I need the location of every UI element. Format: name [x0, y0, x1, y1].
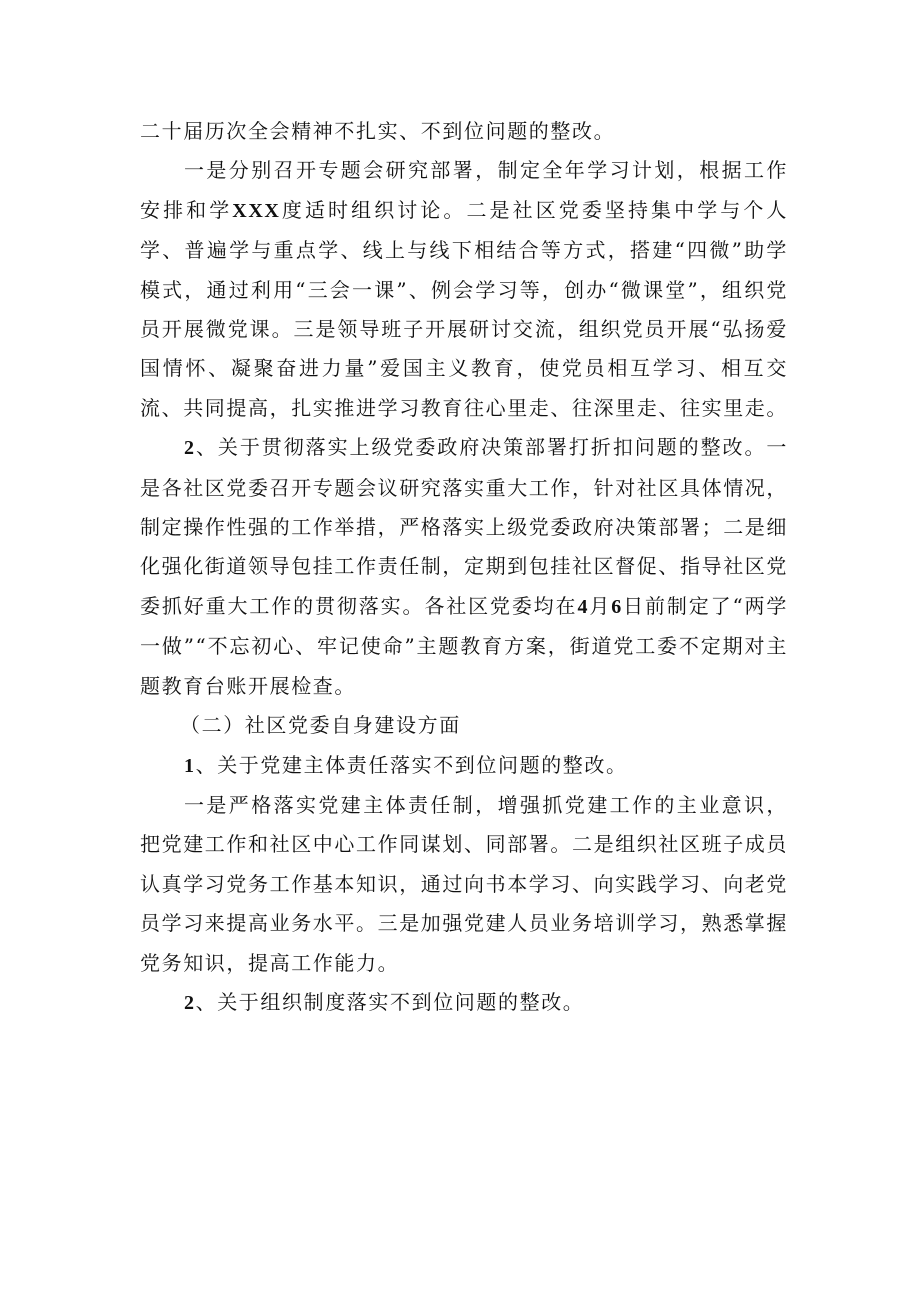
paragraph-3-bold-day: 6	[611, 595, 623, 618]
paragraph-5	[140, 746, 788, 786]
paragraph-3	[140, 428, 788, 706]
section-heading	[140, 706, 788, 745]
document-body	[140, 112, 788, 1023]
paragraph-1-text: 二十届历次全会精神不扎实、不到位问题的整改。	[140, 119, 616, 143]
paragraph-3-number: 2	[184, 437, 196, 460]
paragraph-3-text-part1: 、关于贯彻落实上级党委政府决策部署打折扣问题的整改。一是各社区党委召开专题会议研究落实重大工作，针对社区具体情况，制定操作性强的工作举措，严格落实上级党委政府决策部署；二是细化强化街道领导包挂工作责任制，定期到包挂社区督促、指导社区党委抓好重大工作的贯彻落实。各社区党委均在	[140, 435, 788, 618]
paragraph-3-text-part2: 月	[589, 593, 612, 618]
paragraph-1	[140, 112, 788, 151]
paragraph-3-bold-month: 4	[577, 595, 590, 618]
paragraph-2-text-before: 一是分别召开专题会研究部署，制定全年学习计划，根据工作安排和学	[140, 158, 788, 222]
paragraph-5-text: 、关于党建主体责任落实不到位问题的整改。	[195, 752, 628, 777]
paragraph-5-number: 1	[184, 754, 196, 777]
paragraph-2-text-after: 度适时组织讨论。二是社区党委坚持集中学与个人学、普遍学与重点学、线上与线下相结合等方式，搭建“四微”助学模式，通过利用“三会一课”、例会学习等，创办“微课堂”，组织党员开展微党课。三是领导班子开展研讨交流，组织党员开展“弘扬爱国情怀、凝聚奋进力量”爱国主义教育，使党员相互学习、相互交流、共同提高，扎实推进学习教育往心里走、往深里走、往实里走。	[140, 197, 789, 420]
paragraph-2-bold-xxx: XXX	[232, 199, 281, 222]
paragraph-6	[140, 786, 788, 983]
section-heading-text: （二）社区党委自身建设方面	[180, 713, 461, 738]
paragraph-6-text: 一是严格落实党建主体责任制，增强抓党建工作的主业意识，把党建工作和社区中心工作同谋划、同部署。二是组织社区班子成员认真学习党务工作基本知识，通过向书本学习、向实践学习、向老党员学习来提高业务水平。三是加强党建人员业务培训学习，熟悉掌握党务知识，提高工作能力。	[140, 792, 788, 975]
paragraph-3-text-part3: 日前制定了“两学一做”“不忘初心、牢记使命”主题教育方案，街道党工委不定期对主题教育台账开展检查。	[140, 593, 789, 698]
paragraph-7	[140, 983, 788, 1023]
paragraph-7-text: 、关于组织制度落实不到位问题的整改。	[195, 989, 585, 1014]
paragraph-2	[140, 151, 788, 428]
paragraph-7-number: 2	[184, 991, 196, 1014]
